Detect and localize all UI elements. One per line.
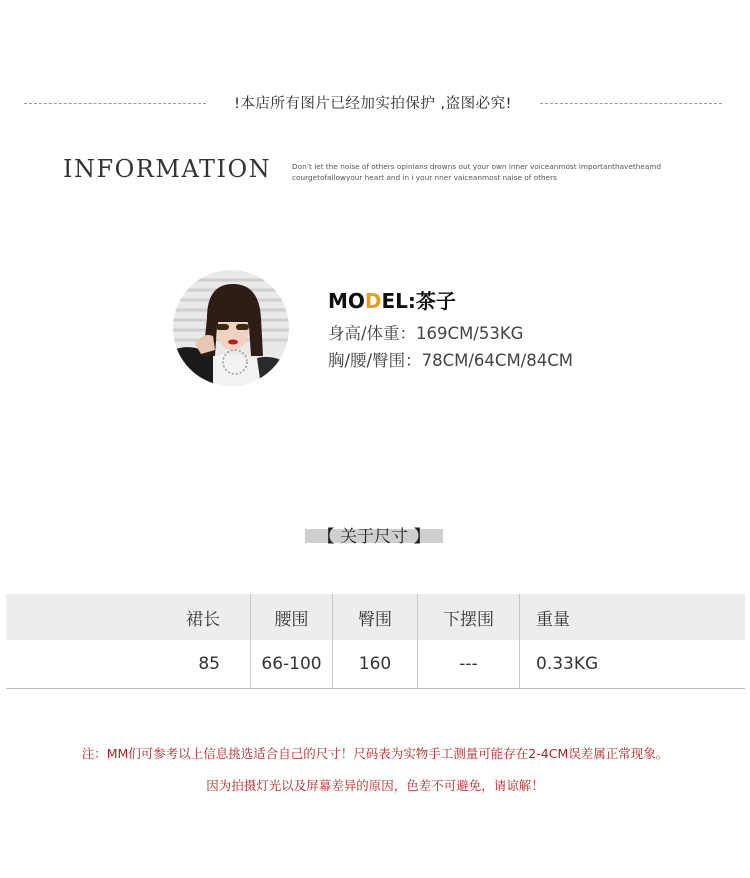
cell-waist: 66-100 — [251, 640, 333, 689]
information-description — [292, 161, 712, 183]
size-section-heading — [305, 522, 443, 548]
information-title: INFORMATION — [63, 155, 272, 183]
model-label-accent: D — [364, 289, 382, 313]
copyright-notice: !本店所有图片已经加实拍保护 ,盗图必究! — [234, 96, 512, 112]
color-note: 因为拍摄灯光以及屏幕差异的原因，色差不可避免，请谅解！ — [206, 778, 544, 793]
header-hem: 下摆围 — [418, 594, 520, 640]
model-label-part: MO — [328, 289, 365, 313]
cell-hip: 160 — [333, 640, 418, 689]
model-avatar — [173, 270, 289, 386]
header-waist: 腰围 — [251, 594, 333, 640]
model-name-value: 茶子 — [415, 289, 456, 313]
model-name — [328, 285, 456, 314]
header-weight: 重量 — [520, 594, 746, 640]
information-desc-line-2: courgetofallowyour heart and in i your nner vaiceanmost naise of others — [292, 173, 557, 182]
header-hip: 臀围 — [333, 594, 418, 640]
table-row — [6, 640, 745, 689]
size-table-header-row — [6, 594, 745, 640]
size-table — [6, 594, 745, 689]
model-height-weight: 身高/体重：169CM/53KG — [328, 324, 524, 343]
right-dashed-divider — [540, 103, 722, 104]
copyright-notice-row — [24, 92, 722, 114]
header-skirt-length: 裙长 — [6, 594, 251, 640]
model-label-part: EL: — [381, 289, 416, 313]
size-note: 注：MM们可参考以上信息挑选适合自己的尺寸！尺码表为实物手工测量可能存在2-4CM误差属正常现象。 — [81, 746, 669, 761]
cell-weight: 0.33KG — [520, 640, 746, 689]
size-section-title: 【 关于尺寸 】 — [317, 527, 431, 547]
cell-hem: --- — [418, 640, 520, 689]
model-measurements: 胸/腰/臀围：78CM/64CM/84CM — [328, 351, 573, 370]
information-desc-line-1: Don’t let the noise of others opinians drowns out your own inner voiceanmost importanthavetheamd — [292, 162, 662, 171]
cell-skirt-length: 85 — [6, 640, 251, 689]
left-dashed-divider — [24, 103, 206, 104]
